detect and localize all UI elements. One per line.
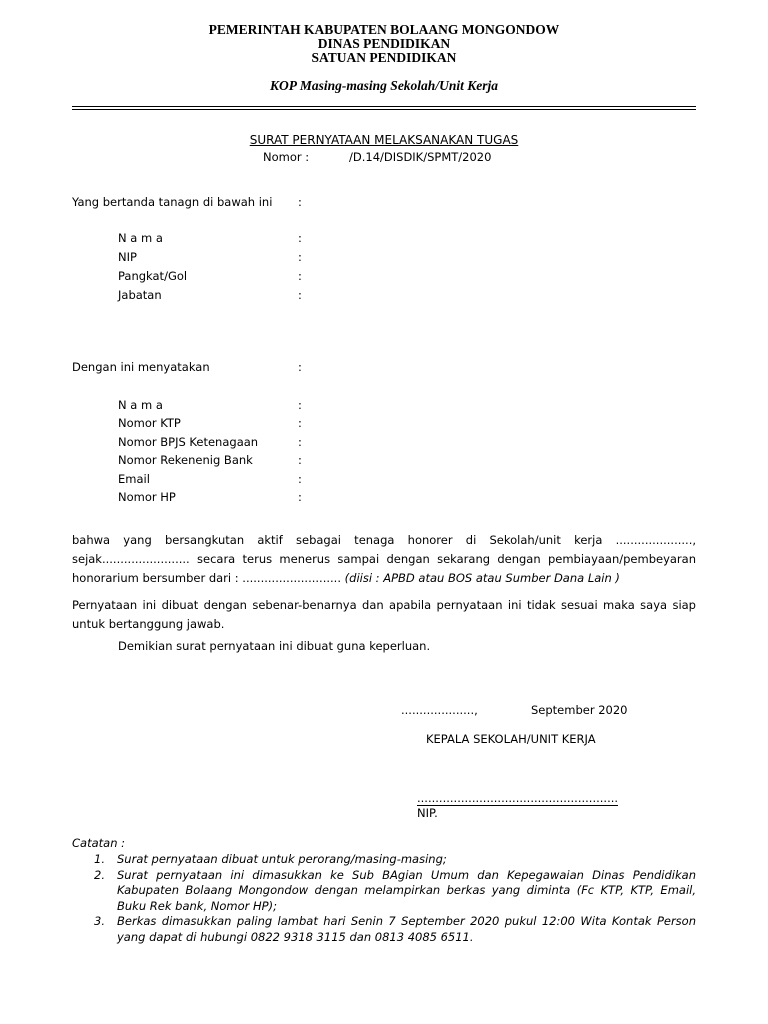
signer-intro: Yang bertanda tanagn di bawah ini <box>72 195 273 209</box>
signer-intro-colon: : <box>298 195 302 209</box>
subject-field-bank: Nomor Rekenenig Bank <box>118 453 253 467</box>
funding-note: (diisi : APBD atau BOS atau Sumber Dana Lain ) <box>344 571 620 585</box>
signature-nip: NIP. <box>417 806 438 820</box>
note-text: Berkas dimasukkan paling lambat hari Senin 7 September 2020 pukul 12:00 Wita Kontak Person yang dapat di hubungi 0822 9318 3115 dan 0813 4085 6511. <box>117 914 696 944</box>
field-colon: : <box>298 231 302 245</box>
field-colon: : <box>298 288 302 302</box>
note-number: 3. <box>94 914 105 928</box>
document-title: SURAT PERNYATAAN MELAKSANAKAN TUGAS <box>249 133 519 147</box>
nomor-value: /D.14/DISDIK/SPMT/2020 <box>349 150 492 164</box>
subject-field-ktp: Nomor KTP <box>118 416 181 430</box>
signature-role: KEPALA SEKOLAH/UNIT KERJA <box>426 732 596 746</box>
field-colon: : <box>298 398 302 412</box>
field-colon: : <box>298 416 302 430</box>
header-rule-bottom <box>72 109 696 110</box>
statement-text: bahwa yang bersangkutan aktif sebagai tenaga honorer di Sekolah/unit kerja ....................., sejak........................ secara terus menerus sampai dengan sekarang dengan pembiayaan/pembeyaran honorarium bersumber dari : ........................... <box>72 533 696 585</box>
closing-sentence: Demikian surat pernyataan ini dibuat guna keperluan. <box>118 639 431 653</box>
signature-name-line <box>417 791 618 806</box>
subject-intro-colon: : <box>298 360 302 374</box>
subject-intro: Dengan ini menyatakan <box>72 360 210 374</box>
field-colon: : <box>298 250 302 264</box>
header-kop: KOP Masing-masing Sekolah/Unit Kerja <box>270 78 498 93</box>
header-government: PEMERINTAH KABUPATEN BOLAANG MONGONDOW <box>208 22 560 37</box>
note-item <box>72 868 696 915</box>
header-department: DINAS PENDIDIKAN <box>317 36 451 51</box>
note-text: Surat pernyataan ini dimasukkan ke Sub BAgian Umum dan Kepegawaian Dinas Pendidikan Kabupaten Bolaang Mongondow dengan melampirkan berkas yang diminta (Fc KTP, KTP, Email, Buku Rek bank, Nomor HP); <box>117 867 696 913</box>
signer-field-rank: Pangkat/Gol <box>118 269 188 283</box>
field-colon: : <box>298 269 302 283</box>
field-colon: : <box>298 453 302 467</box>
note-item <box>72 852 696 868</box>
note-number: 1. <box>94 852 105 866</box>
header-unit: SATUAN PENDIDIKAN <box>311 50 457 65</box>
field-colon: : <box>298 435 302 449</box>
field-colon: : <box>298 490 302 504</box>
signature-place: ...................., <box>401 703 478 717</box>
nomor-label: Nomor : <box>263 150 310 164</box>
subject-field-email: Email <box>118 472 150 486</box>
statement-paragraph <box>72 531 696 588</box>
note-text: Surat pernyataan dibuat untuk perorang/masing-masing; <box>117 852 447 866</box>
note-item <box>72 914 696 945</box>
signature-name-placeholder: ....................................................... <box>417 791 619 805</box>
note-number: 2. <box>94 867 105 882</box>
field-colon: : <box>298 472 302 486</box>
signer-field-name: N a m a <box>118 231 163 245</box>
notes-title: Catatan : <box>72 836 126 850</box>
responsibility-paragraph: Pernyataan ini dibuat dengan sebenar-benarnya dan apabila pernyataan ini tidak sesuai maka saya siap untuk bertanggung jawab. <box>72 598 696 631</box>
subject-field-phone: Nomor HP <box>118 490 176 504</box>
notes-list <box>72 852 696 945</box>
subject-field-name: N a m a <box>118 398 163 412</box>
signer-field-position: Jabatan <box>118 288 162 302</box>
header-rule-top <box>72 106 696 107</box>
signer-field-nip: NIP <box>118 250 137 264</box>
subject-field-bpjs: Nomor BPJS Ketenagaan <box>118 435 259 449</box>
signature-date: September 2020 <box>531 703 628 717</box>
